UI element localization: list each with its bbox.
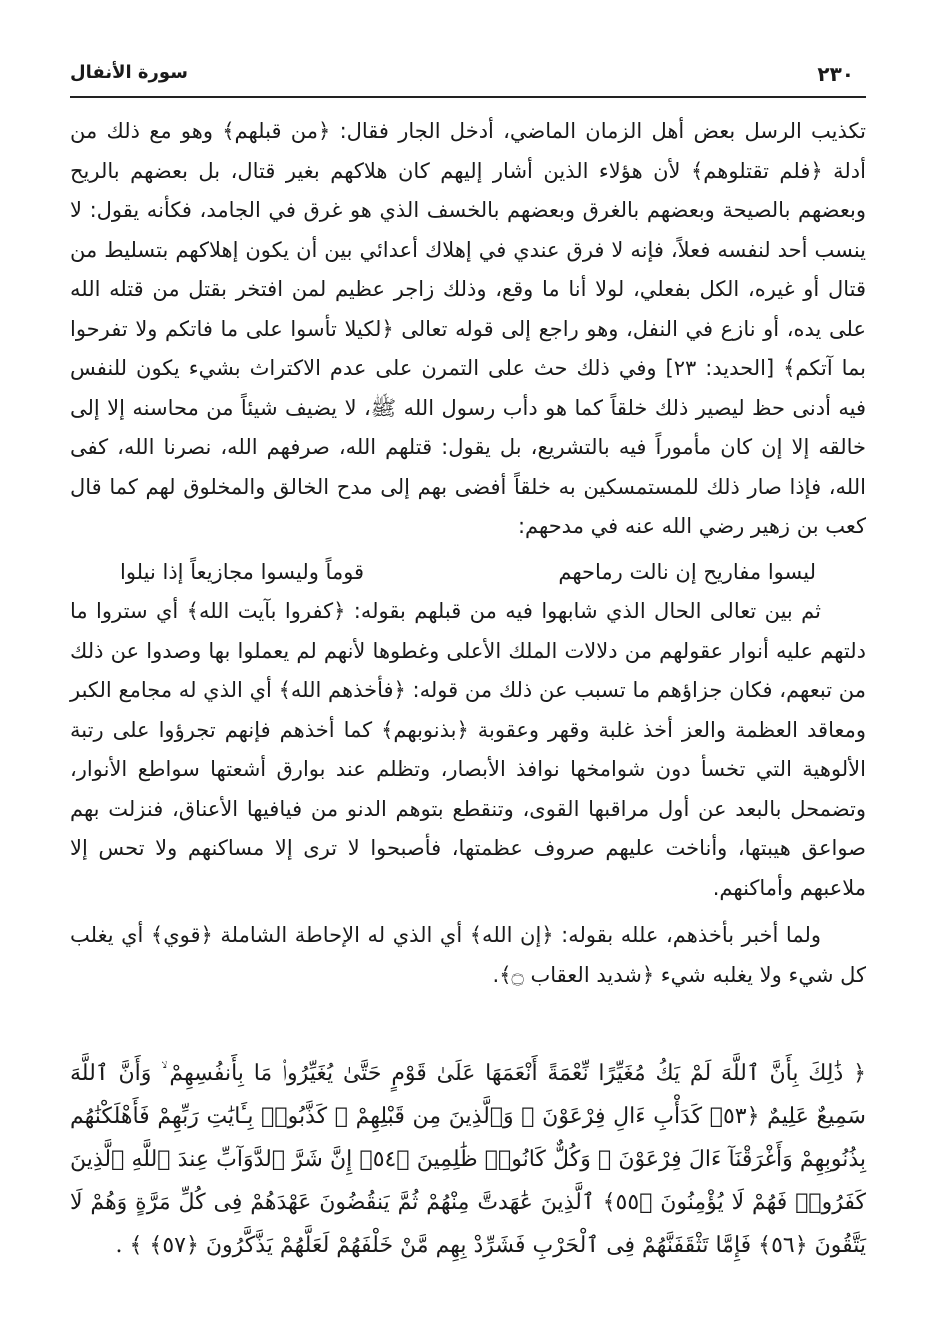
commentary-body bbox=[70, 112, 866, 995]
poetry-hemistich-right: ليسوا مفاريح إن نالت رماحهم bbox=[558, 559, 816, 584]
surah-name: سورة الأنفال bbox=[70, 62, 188, 83]
paragraph-3: ولما أخبر بأخذهم، علله بقوله: ﴿إن الله﴾ أي الذي له الإحاطة الشاملة ﴿قوي﴾ أي يغلب كل شيء ولا يغلبه شيء ﴿شديد العقاب ۝﴾. bbox=[70, 923, 866, 987]
quran-verses: ﴿ ذَٰلِكَ بِأَنَّ ٱللَّهَ لَمْ يَكُ مُغَيِّرًا نِّعْمَةً أَنْعَمَهَا عَلَىٰ قَوْمٍ حَتَّىٰ يُغَيِّرُوا۟ مَا بِأَنفُسِهِمْ ۙ وَأَنَّ ٱللَّهَ سَمِيعٌ عَلِيمٌ ﴿٥٣﴾ كَدَأْبِ ءَالِ فِرْعَوْنَ ۙ وَٱلَّذِينَ مِن قَبْلِهِمْ ۚ كَذَّبُوا۟ بِـَٔايَٰتِ رَبِّهِمْ فَأَهْلَكْنَٰهُم بِذُنُوبِهِمْ وَأَغْرَقْنَآ ءَالَ فِرْعَوْنَ ۚ وَكُلٌّ كَانُوا۟ ظَٰلِمِينَ ﴿٥٤﴾ إِنَّ شَرَّ ٱلدَّوَآبِّ عِندَ ٱللَّهِ ٱلَّذِينَ كَفَرُوا۟ فَهُمْ لَا يُؤْمِنُونَ ﴿٥٥﴾ ٱلَّذِينَ عَٰهَدتَّ مِنْهُمْ ثُمَّ يَنقُضُونَ عَهْدَهُمْ فِى كُلِّ مَرَّةٍ وَهُمْ لَا يَتَّقُونَ ﴿٥٦﴾ فَإِمَّا تَثْقَفَنَّهُمْ فِى ٱلْحَرْبِ فَشَرِّدْ بِهِم مَّنْ خَلْفَهُمْ لَعَلَّهُمْ يَذَّكَّرُونَ ﴿٥٧﴾ ﴾ . bbox=[70, 1061, 866, 1258]
paragraph-1: تكذيب الرسل بعض أهل الزمان الماضي، أدخل الجار فقال: ﴿من قبلهم﴾ وهو مع ذلك من أدلة ﴿فلم تقتلوهم﴾ لأن هؤلاء الذين أشار إليهم كان هلاكهم بغير قتال، بل بعضهم بالريح وبعضهم بالصيحة وبعضهم بالغرق وبعضهم بالخسف الذي هو غرق في الجامد، فكأنه يقول: لا ينسب أحد لنفسه فعلاً، فإنه لا فرق عندي في إهلاك أعدائي بين أن يكون إهلاكهم بتسليط من قتال أو غيره، الكل بفعلي، لولا أنا ما وقع، وذلك زاجر عظيم لمن افتخر بقتل من قتله الله على يده، أو نازع في النفل، وهو راجع إلى قوله تعالى ﴿لكيلا تأسوا على ما فاتكم ولا تفرحوا بما آتكم﴾ [الحديد: ٢٣] وفي ذلك حث على التمرن على عدم الاكتراث بشيء يكون للنفس فيه أدنى حظ ليصير ذلك خلقاً كما هو دأب رسول الله ﷺ، لا يضيف شيئاً من محاسنه إلا إلى خالقه إلا إن كان مأموراً فيه بالتشريع، بل يقول: قتلهم الله، صرفهم الله، نصرنا الله، كفى الله، فإذا صار ذلك للمستمسكين به خلقاً أفضى بهم إلى مدح الخالق والمخلوق لهم كما قال كعب بن زهير رضي الله عنه في مدحهم: bbox=[70, 119, 866, 538]
poetry-verse bbox=[70, 553, 866, 593]
page-header bbox=[70, 62, 864, 92]
header-divider bbox=[70, 96, 866, 98]
poetry-hemistich-left: قوماً وليسوا مجازيعاً إذا نيلوا bbox=[120, 559, 365, 584]
paragraph-2: ثم بين تعالى الحال الذي شابهوا فيه من قبلهم بقوله: ﴿كفروا بآيت الله﴾ أي ستروا ما دلتهم عليه أنوار عقولهم من دلالات الملك الأعلى وغطوها لأنهم لم يعملوا بها وصدوا عن ذلك من تبعهم، فكان جزاؤهم ما تسبب عن ذلك من قوله: ﴿فأخذهم الله﴾ أي الذي له مجامع الكبر ومعاقد العظمة والعز أخذ غلبة وقهر وعقوبة ﴿بذنوبهم﴾ كما أخذهم فإنهم تجرؤوا على رتبة الألوهية التي تخسأ دون شوامخها نوافذ الأبصار، وتظلم عند بوارق أشعتها سواطع الأنوار، وتضمحل بالبعد عن أول مراقبها القوى، وتنقطع بتوهم الدنو من فيافيها الأعناق، فنزلت بهم صواعق هيبتها، وأناخت عليهم صروف عظمتها، فأصبحوا لا ترى إلا مساكنهم ولا تحس إلا ملاعبهم وأماكنهم. bbox=[70, 599, 866, 900]
page-number: ٢٣٠ bbox=[817, 62, 854, 86]
